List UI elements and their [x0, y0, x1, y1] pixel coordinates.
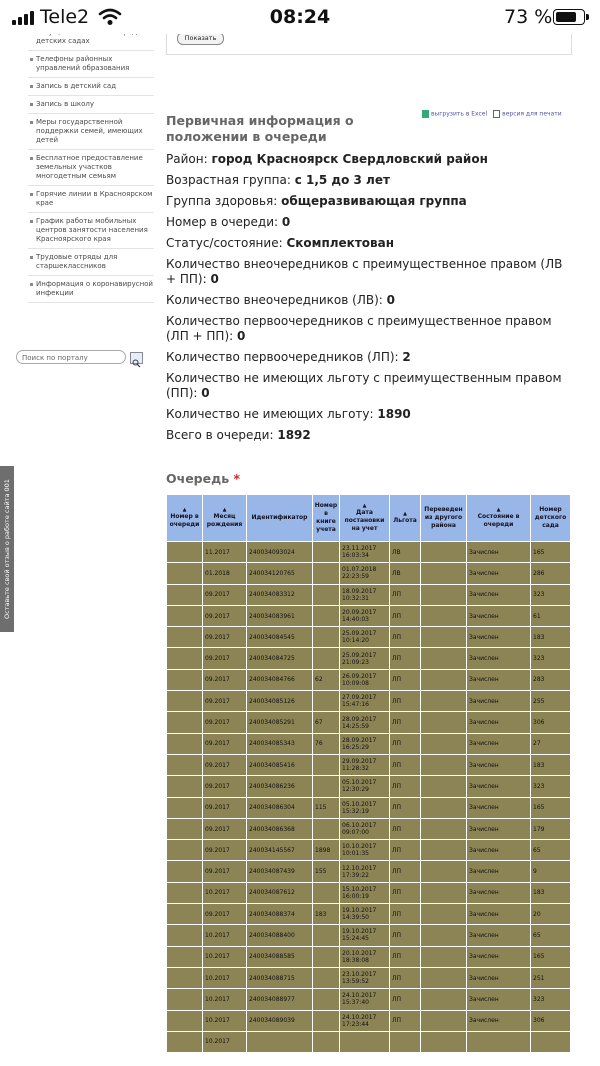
table-row: [167, 691, 571, 712]
sidebar-item[interactable]: Меры государственной поддержки семей, имеющих детей: [28, 118, 154, 150]
table-cell: [313, 563, 340, 584]
table-cell: 240034083961: [247, 605, 313, 626]
table-cell: 183: [531, 627, 571, 648]
excel-icon: [422, 110, 429, 118]
table-cell: [421, 946, 467, 967]
table-cell: [421, 1010, 467, 1031]
table-row: [167, 818, 571, 839]
table-cell: 165: [531, 542, 571, 563]
table-cell: 18.09.2017 10:32:31: [340, 584, 390, 605]
sidebar-item[interactable]: График работы мобильных центров занятости населения Красноярского края: [28, 217, 154, 249]
table-cell: ЛП: [390, 627, 421, 648]
table-cell: 09.2017: [203, 840, 247, 861]
table-cell: Зачислен: [467, 925, 531, 946]
table-row: [167, 669, 571, 690]
table-row: [167, 648, 571, 669]
table-cell: 240034145567: [247, 840, 313, 861]
table-cell: [313, 627, 340, 648]
table-cell: [313, 882, 340, 903]
table-cell: Зачислен: [467, 882, 531, 903]
table-cell: 240034088715: [247, 967, 313, 988]
table-cell: 240034089039: [247, 1010, 313, 1031]
table-cell: 09.2017: [203, 861, 247, 882]
table-cell: 29.09.2017 11:28:32: [340, 754, 390, 775]
table-cell: [421, 733, 467, 754]
sort-arrow-icon[interactable]: ▲: [222, 507, 227, 513]
table-cell: Зачислен: [467, 648, 531, 669]
table-cell: 1898: [313, 840, 340, 861]
table-cell: ЛП: [390, 840, 421, 861]
table-cell: 15.10.2017 16:00:19: [340, 882, 390, 903]
carrier-name: Tele2: [40, 6, 90, 28]
count-row: Количество первоочередников (ЛП): 2: [166, 350, 411, 364]
table-cell: [313, 691, 340, 712]
table-cell: ЛП: [390, 882, 421, 903]
table-cell: 24.10.2017 15:37:40: [340, 989, 390, 1010]
status-row: Статус/состояние: Скомплектован: [166, 236, 395, 250]
table-cell: 10.10.2017 10:01:35: [340, 840, 390, 861]
table-cell: 323: [531, 776, 571, 797]
table-cell: [167, 648, 203, 669]
table-cell: 240034088585: [247, 946, 313, 967]
table-cell: 286: [531, 563, 571, 584]
table-cell: [421, 542, 467, 563]
table-row: [167, 733, 571, 754]
table-row: [167, 563, 571, 584]
sort-arrow-icon[interactable]: ▲: [362, 503, 367, 509]
table-row: [167, 1010, 571, 1031]
table-cell: [167, 605, 203, 626]
table-cell: 183: [531, 882, 571, 903]
section-title: Первичная информация о положении в очереди: [166, 113, 354, 144]
table-cell: [167, 1031, 203, 1052]
table-cell: Зачислен: [467, 967, 531, 988]
table-cell: ЛП: [390, 989, 421, 1010]
table-cell: 240034120765: [247, 563, 313, 584]
table-cell: [313, 754, 340, 775]
clock: 08:24: [269, 6, 331, 28]
table-cell: ЛП: [390, 776, 421, 797]
table-cell: Зачислен: [467, 605, 531, 626]
sidebar-item[interactable]: Запись в школу: [28, 100, 154, 114]
table-cell: [421, 818, 467, 839]
sidebar-item[interactable]: Трудовые отряды для старшеклассников: [28, 253, 154, 276]
table-cell: ЛП: [390, 754, 421, 775]
table-cell: [167, 754, 203, 775]
table-row: [167, 605, 571, 626]
table-cell: 240034086368: [247, 818, 313, 839]
feedback-number: 001: [3, 479, 11, 492]
table-cell: 240034084725: [247, 648, 313, 669]
table-cell: [167, 712, 203, 733]
table-cell: 09.2017: [203, 904, 247, 925]
table-cell: ЛП: [390, 691, 421, 712]
table-cell: [167, 627, 203, 648]
table-row: [167, 904, 571, 925]
table-cell: 09.2017: [203, 754, 247, 775]
table-cell: [421, 691, 467, 712]
table-cell: 06.10.2017 09:07:00: [340, 818, 390, 839]
table-cell: 10.2017: [203, 925, 247, 946]
table-row: [167, 754, 571, 775]
table-cell: ЛП: [390, 818, 421, 839]
table-cell: [313, 989, 340, 1010]
table-cell: 09.2017: [203, 776, 247, 797]
table-cell: 240034088977: [247, 989, 313, 1010]
table-cell: 28.09.2017 14:25:59: [340, 712, 390, 733]
table-cell: Зачислен: [467, 733, 531, 754]
table-cell: 240034086304: [247, 797, 313, 818]
table-cell: 9: [531, 861, 571, 882]
table-cell: ЛП: [390, 1010, 421, 1031]
table-cell: 20.09.2017 14:40:03: [340, 605, 390, 626]
table-cell: 10.2017: [203, 989, 247, 1010]
count-row: Количество внеочередников с преимущественное правом (ЛВ + ПП): 0: [166, 257, 563, 286]
table-cell: [313, 818, 340, 839]
table-cell: 05.10.2017 12:30:29: [340, 776, 390, 797]
table-cell: 20.10.2017 18:38:08: [340, 946, 390, 967]
table-cell: [313, 648, 340, 669]
table-cell: [167, 818, 203, 839]
table-cell: 251: [531, 967, 571, 988]
table-cell: 09.2017: [203, 605, 247, 626]
table-cell: Зачислен: [467, 712, 531, 733]
table-cell: 25.09.2017 21:09:23: [340, 648, 390, 669]
table-cell: [421, 797, 467, 818]
table-cell: [167, 946, 203, 967]
table-cell: 10.2017: [203, 1031, 247, 1052]
table-cell: 24.10.2017 17:23:44: [340, 1010, 390, 1031]
table-cell: [167, 861, 203, 882]
column-header[interactable]: ▲ Льгота: [390, 495, 421, 542]
table-cell: 27.09.2017 15:47:16: [340, 691, 390, 712]
table-cell: [421, 584, 467, 605]
export-excel-link[interactable]: выгрузить в Excel: [422, 110, 487, 118]
feedback-tab[interactable]: [0, 466, 14, 632]
table-cell: 09.2017: [203, 712, 247, 733]
table-cell: Зачислен: [467, 669, 531, 690]
table-cell: 255: [531, 691, 571, 712]
table-cell: [313, 776, 340, 797]
table-cell: [167, 797, 203, 818]
table-cell: 12.10.2017 17:39:22: [340, 861, 390, 882]
table-cell: [167, 691, 203, 712]
search-input[interactable]: Поиск по порталу: [16, 350, 126, 364]
table-cell: [390, 1031, 421, 1052]
table-cell: 76: [313, 733, 340, 754]
table-cell: 09.2017: [203, 733, 247, 754]
sidebar-item[interactable]: детских садах: [28, 28, 154, 51]
sidebar-item[interactable]: Информация о коронавирусной инфекции: [28, 280, 154, 303]
table-cell: 10.2017: [203, 1010, 247, 1031]
table-cell: 09.2017: [203, 691, 247, 712]
table-cell: ЛП: [390, 797, 421, 818]
table-cell: [167, 776, 203, 797]
table-cell: 09.2017: [203, 669, 247, 690]
table-cell: 01.2018: [203, 563, 247, 584]
queue-title: Очередь *: [166, 471, 241, 486]
table-cell: [421, 840, 467, 861]
table-cell: 09.2017: [203, 797, 247, 818]
table-cell: 10.2017: [203, 882, 247, 903]
count-row: Количество внеочередников (ЛВ): 0: [166, 293, 396, 307]
count-row: Количество не имеющих льготу с преимущественным правом (ПП): 0: [166, 371, 562, 400]
sort-arrow-icon[interactable]: ▲: [182, 507, 187, 513]
column-header: Номер в книге учета: [313, 495, 340, 542]
table-cell: [421, 882, 467, 903]
table-cell: 240034084766: [247, 669, 313, 690]
table-cell: 306: [531, 1010, 571, 1031]
table-cell: ЛП: [390, 584, 421, 605]
table-cell: Зачислен: [467, 542, 531, 563]
table-cell: 19.10.2017 14:39:50: [340, 904, 390, 925]
table-cell: 240034085416: [247, 754, 313, 775]
table-row: [167, 925, 571, 946]
table-row: [167, 776, 571, 797]
table-cell: Зачислен: [467, 691, 531, 712]
table-cell: ЛП: [390, 712, 421, 733]
table-cell: 323: [531, 989, 571, 1010]
print-icon: [493, 110, 500, 118]
table-cell: 240034084545: [247, 627, 313, 648]
column-header[interactable]: ▲ Номер в очереди: [167, 495, 203, 542]
table-cell: 25.09.2017 10:14:20: [340, 627, 390, 648]
sidebar-menu: [28, 28, 154, 307]
table-cell: Зачислен: [467, 840, 531, 861]
table-cell: 09.2017: [203, 818, 247, 839]
table-cell: 240034085291: [247, 712, 313, 733]
table-cell: Зачислен: [467, 946, 531, 967]
table-cell: 155: [313, 861, 340, 882]
table-cell: [167, 925, 203, 946]
table-cell: 165: [531, 946, 571, 967]
table-cell: [421, 776, 467, 797]
table-cell: Зачислен: [467, 797, 531, 818]
sidebar-item[interactable]: Телефоны районных управлений образования: [28, 55, 154, 78]
table-cell: [167, 669, 203, 690]
table-cell: [421, 925, 467, 946]
health-group-row: Группа здоровья: общеразвивающая группа: [166, 194, 467, 208]
table-cell: Зачислен: [467, 776, 531, 797]
feedback-text: Оставьте свой отзыв о работе сайта: [3, 493, 11, 619]
table-cell: [421, 648, 467, 669]
table-cell: 240034088374: [247, 904, 313, 925]
table-cell: ЛП: [390, 967, 421, 988]
table-cell: 65: [531, 840, 571, 861]
sidebar-item[interactable]: Бесплатное предоставление земельных участков многодетным семьям: [28, 154, 154, 186]
table-cell: Зачислен: [467, 818, 531, 839]
column-header: Номер детского сада: [531, 495, 571, 542]
table-cell: [421, 563, 467, 584]
table-cell: 65: [531, 925, 571, 946]
table-cell: 09.2017: [203, 584, 247, 605]
table-cell: [167, 1010, 203, 1031]
column-header[interactable]: ▲ Дата постановки на учет: [340, 495, 390, 542]
count-row: Количество первоочередников с преимущественное правом (ЛП + ПП): 0: [166, 314, 552, 343]
sidebar-item[interactable]: Запись в детский сад: [28, 82, 154, 96]
table-row: [167, 967, 571, 988]
table-row: [167, 797, 571, 818]
table-cell: ЛВ: [390, 542, 421, 563]
export-tools: [422, 110, 562, 118]
table-cell: 240034088400: [247, 925, 313, 946]
table-cell: Зачислен: [467, 1010, 531, 1031]
table-cell: [313, 1010, 340, 1031]
column-header: Идентификатор: [247, 495, 313, 542]
table-cell: Зачислен: [467, 563, 531, 584]
table-cell: [313, 605, 340, 626]
print-version-link[interactable]: версия для печати: [493, 110, 561, 118]
table-cell: 240034087439: [247, 861, 313, 882]
table-cell: 61: [531, 605, 571, 626]
table-row: [167, 989, 571, 1010]
table-cell: ЛП: [390, 861, 421, 882]
show-button[interactable]: Показать: [177, 32, 224, 45]
table-cell: ЛП: [390, 733, 421, 754]
district-row: Район: город Красноярск Свердловский район: [166, 152, 488, 166]
table-cell: ЛП: [390, 648, 421, 669]
table-cell: 10.2017: [203, 967, 247, 988]
table-cell: [313, 1031, 340, 1052]
table-cell: [340, 1031, 390, 1052]
table-cell: [167, 542, 203, 563]
table-row: [167, 542, 571, 563]
table-cell: 323: [531, 584, 571, 605]
table-cell: 179: [531, 818, 571, 839]
table-cell: 183: [313, 904, 340, 925]
table-cell: [167, 584, 203, 605]
table-cell: Зачислен: [467, 584, 531, 605]
table-cell: 240034085126: [247, 691, 313, 712]
table-cell: Зачислен: [467, 627, 531, 648]
table-cell: ЛП: [390, 946, 421, 967]
table-cell: 240034086236: [247, 776, 313, 797]
table-cell: [167, 967, 203, 988]
table-cell: 28.09.2017 16:25:29: [340, 733, 390, 754]
table-cell: [313, 946, 340, 967]
table-cell: [421, 627, 467, 648]
total-row: Всего в очереди: 1892: [166, 428, 311, 442]
table-cell: [421, 754, 467, 775]
table-cell: ЛП: [390, 904, 421, 925]
table-cell: 165: [531, 797, 571, 818]
table-cell: [421, 904, 467, 925]
sidebar-item[interactable]: Горячие линии в Красноярском крае: [28, 190, 154, 213]
table-cell: [421, 967, 467, 988]
queue-number-row: Номер в очереди: 0: [166, 215, 291, 229]
table-cell: 306: [531, 712, 571, 733]
table-cell: Зачислен: [467, 754, 531, 775]
table-cell: [313, 584, 340, 605]
table-cell: 23.10.2017 13:59:52: [340, 967, 390, 988]
table-cell: 240034083312: [247, 584, 313, 605]
table-cell: [421, 605, 467, 626]
table-cell: 19.10.2017 15:24:45: [340, 925, 390, 946]
table-cell: [421, 989, 467, 1010]
table-cell: 283: [531, 669, 571, 690]
table-cell: 62: [313, 669, 340, 690]
search-icon: [131, 358, 142, 368]
table-cell: ЛВ: [390, 563, 421, 584]
table-cell: 26.09.2017 10:09:08: [340, 669, 390, 690]
table-cell: 23.11.2017 16:03:34: [340, 542, 390, 563]
battery-percent: 73 %: [504, 6, 553, 28]
queue-table: [166, 494, 571, 1053]
table-cell: ЛП: [390, 925, 421, 946]
column-header[interactable]: ▲ Месяц рождения: [203, 495, 247, 542]
battery-icon: [553, 9, 585, 25]
table-cell: 09.2017: [203, 648, 247, 669]
table-cell: ЛП: [390, 605, 421, 626]
table-cell: [421, 712, 467, 733]
table-cell: [167, 904, 203, 925]
count-row: Количество не имеющих льготу: 1890: [166, 407, 411, 421]
table-cell: 11.2017: [203, 542, 247, 563]
search-button[interactable]: [130, 352, 143, 364]
table-cell: Зачислен: [467, 904, 531, 925]
column-header[interactable]: ▲ Состояние в очереди: [467, 495, 531, 542]
table-cell: [167, 733, 203, 754]
table-cell: 183: [531, 754, 571, 775]
table-cell: [167, 563, 203, 584]
table-cell: 10.2017: [203, 946, 247, 967]
age-group-row: Возрастная группа: с 1,5 до 3 лет: [166, 173, 390, 187]
table-cell: 05.10.2017 15:32:19: [340, 797, 390, 818]
table-cell: 27: [531, 733, 571, 754]
table-cell: [421, 1031, 467, 1052]
table-cell: ЛП: [390, 669, 421, 690]
table-cell: 01.07.2018 22:23:59: [340, 563, 390, 584]
table-cell: [313, 542, 340, 563]
table-cell: Зачислен: [467, 861, 531, 882]
column-header: Переведен из другого района: [421, 495, 467, 542]
queue-info: [166, 152, 576, 449]
table-cell: [467, 1031, 531, 1052]
table-cell: 09.2017: [203, 627, 247, 648]
table-cell: [167, 989, 203, 1010]
table-cell: 240034087612: [247, 882, 313, 903]
table-cell: [167, 840, 203, 861]
table-row: [167, 840, 571, 861]
table-cell: Зачислен: [467, 989, 531, 1010]
table-cell: [531, 1031, 571, 1052]
sort-arrow-icon[interactable]: ▲: [403, 511, 407, 517]
table-cell: 240034093024: [247, 542, 313, 563]
table-cell: [421, 861, 467, 882]
table-row: [167, 861, 571, 882]
table-cell: [313, 925, 340, 946]
table-cell: 240034085343: [247, 733, 313, 754]
table-cell: [167, 882, 203, 903]
table-cell: 115: [313, 797, 340, 818]
table-cell: [421, 669, 467, 690]
table-row: [167, 627, 571, 648]
table-row: [167, 1031, 571, 1052]
status-bar: [0, 0, 600, 34]
table-row: [167, 882, 571, 903]
table-row: [167, 946, 571, 967]
table-cell: 67: [313, 712, 340, 733]
table-cell: 323: [531, 648, 571, 669]
table-row: [167, 584, 571, 605]
table-row: [167, 712, 571, 733]
table-cell: [313, 967, 340, 988]
table-cell: [247, 1031, 313, 1052]
sort-arrow-icon[interactable]: ▲: [496, 507, 501, 513]
table-cell: 20: [531, 904, 571, 925]
